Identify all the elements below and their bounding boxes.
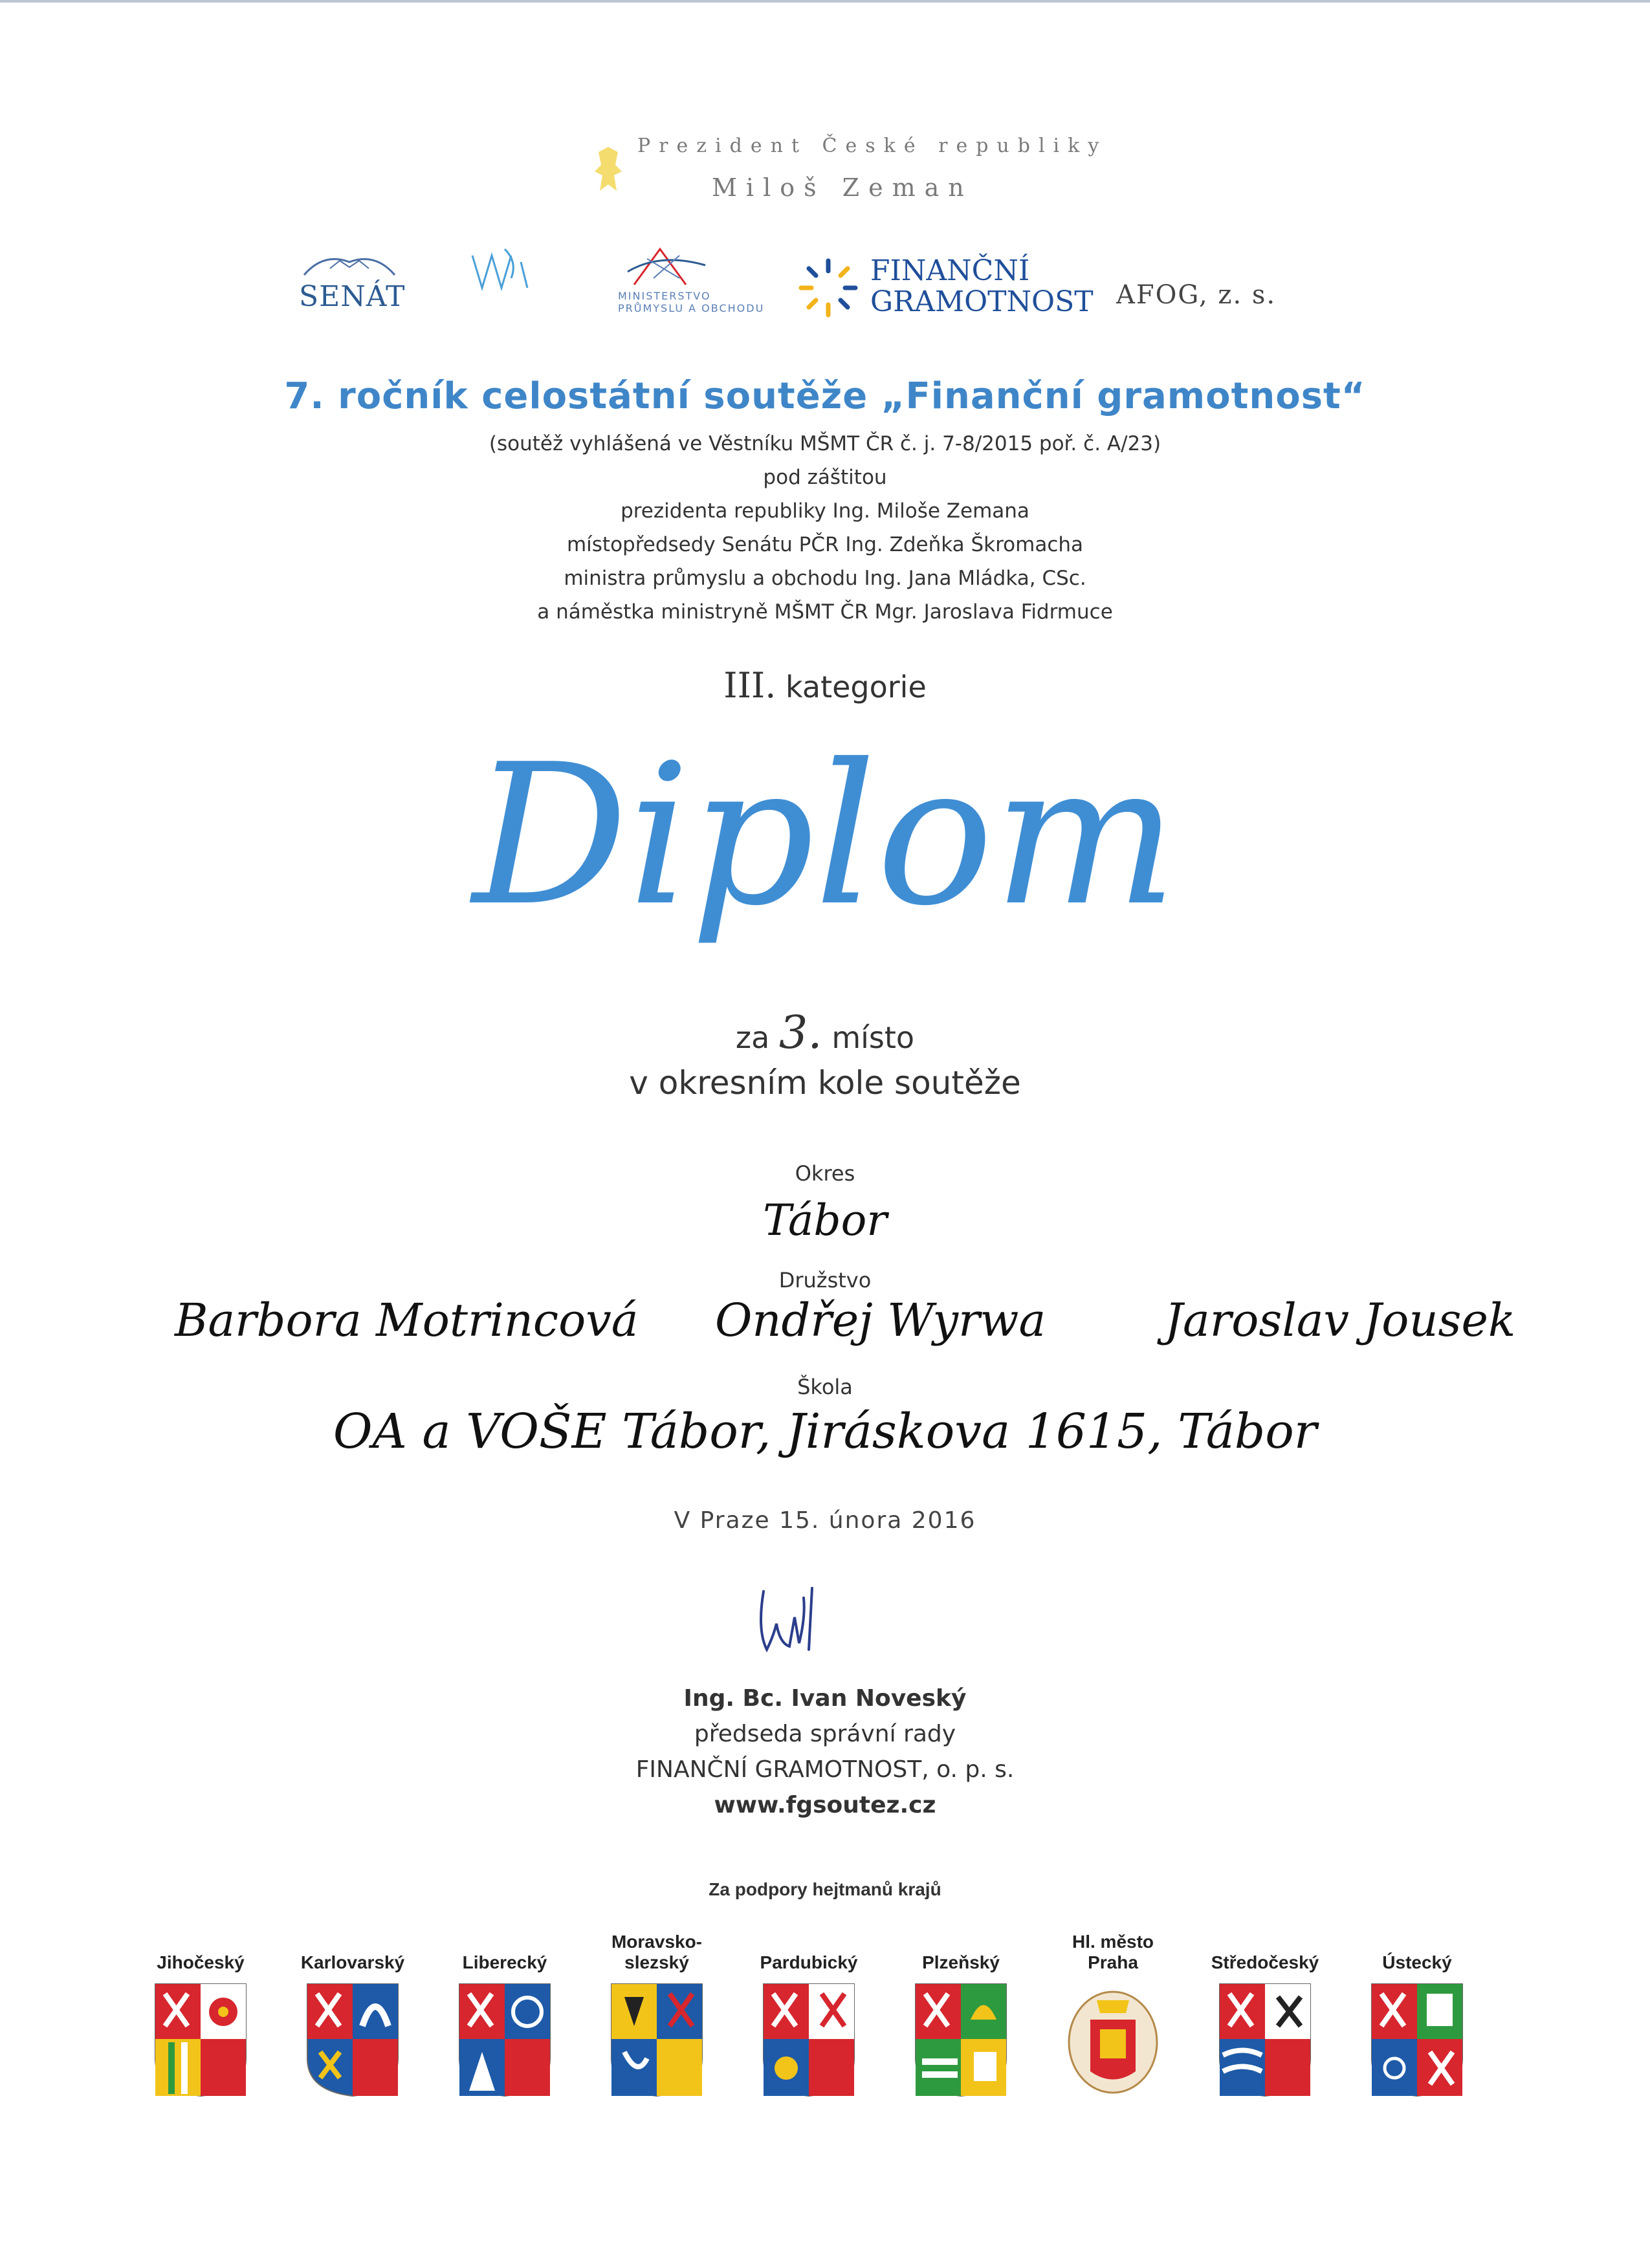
region-stredocesky: [1187, 1928, 1343, 2097]
region-ustecky: [1339, 1928, 1495, 2097]
region-label: Moravsko- slezský: [611, 1932, 703, 1972]
liberecky-crest-icon: [456, 1981, 553, 2097]
patron-minister-line: ministra průmyslu a obchodu Ing. Jana Mládka, CSc.: [564, 567, 1086, 590]
region-label: Ústecký: [1382, 1952, 1452, 1972]
place-prefix: za: [735, 1020, 770, 1055]
signer-name: Ing. Bc. Ivan Noveský: [683, 1685, 967, 1712]
category: [0, 665, 1650, 706]
senat-logo: [291, 249, 408, 327]
team-member: Ondřej Wyrwa: [715, 1294, 1046, 1347]
region-label: Hl. město Praha: [1072, 1932, 1154, 1972]
moravskoslezsky-crest-icon: [608, 1981, 705, 2097]
president-line: Prezident České republiky: [637, 135, 1108, 157]
region-label: Plzeňský: [922, 1952, 1000, 1972]
round-line: v okresním kole soutěže: [629, 1064, 1021, 1102]
category-word: kategorie: [786, 670, 927, 704]
place-line: [0, 1006, 1650, 1059]
place-number: 3.: [778, 1006, 822, 1059]
okres-name: Tábor: [763, 1195, 887, 1245]
issue-date: V Praze 15. února 2016: [674, 1507, 976, 1534]
patronage-line: pod záštitou: [763, 466, 887, 489]
school-name: OA a VOŠE Tábor, Jiráskova 1615, Tábor: [333, 1404, 1317, 1459]
plzensky-crest-icon: [912, 1981, 1009, 2097]
financni-gramotnost-label: FINANČNÍ GRAMOTNOST: [870, 254, 1094, 318]
team-label: Družstvo: [778, 1268, 872, 1292]
afog-label: AFOG, z. s.: [1116, 280, 1277, 310]
region-label: Středočeský: [1211, 1952, 1319, 1972]
contest-title: 7. ročník celostátní soutěže „Finanční gramotnost“: [284, 375, 1366, 417]
stredocesky-crest-icon: [1216, 1981, 1314, 2097]
region-praha: [1035, 1928, 1191, 2097]
karlovarsky-crest-icon: [304, 1981, 401, 2097]
signer-role: předseda správní rady: [694, 1721, 956, 1747]
website-link[interactable]: www.fgsoutez.cz: [714, 1792, 936, 1818]
senat-label: SENÁT: [299, 280, 406, 313]
patron-president-line: prezidenta republiky Ing. Miloše Zemana: [621, 499, 1029, 523]
jihocesky-crest-icon: [152, 1981, 249, 2097]
msmt-logo: [466, 243, 537, 301]
diploma-title-text: Diplom: [472, 741, 1178, 948]
pardubicky-crest-icon: [760, 1981, 857, 2097]
diploma-title: [0, 741, 1650, 987]
patron-senate-line: místopředsedy Senátu PČR Ing. Zdeňka Škromacha: [566, 533, 1084, 556]
scan-edge-line: [0, 0, 1650, 3]
ustecky-crest-icon: [1369, 1981, 1466, 2097]
region-label: Jihočeský: [157, 1952, 245, 1972]
team-member: Barbora Motrincová: [175, 1294, 639, 1347]
region-liberecky: [427, 1928, 582, 2097]
region-moravskoslezsky: [579, 1928, 734, 2097]
handwritten-signature: [744, 1578, 848, 1663]
region-pardubicky: [731, 1928, 886, 2097]
mpo-logo: [608, 239, 789, 323]
okres-label: Okres: [795, 1161, 855, 1186]
financni-gramotnost-logo: [796, 256, 1094, 327]
school-label: Škola: [797, 1375, 853, 1399]
region-plzensky: [883, 1928, 1039, 2097]
support-label: Za podpory hejtmanů krajů: [709, 1879, 941, 1899]
president-emblem-icon: [586, 146, 631, 197]
category-number: III.: [723, 665, 776, 706]
signer-organization: FINANČNÍ GRAMOTNOST, o. p. s.: [635, 1756, 1015, 1783]
region-label: Karlovarský: [300, 1952, 405, 1972]
praha-crest-icon: [1064, 1981, 1161, 2097]
announcement-line: (soutěž vyhlášená ve Věstníku MŠMT ČR č. j. 7-8/2015 poř. č. A/23): [489, 432, 1161, 455]
mpo-label: MINISTERSTVO PRŮMYSLU A OBCHODU: [618, 290, 765, 314]
patron-deputy-line: a náměstka ministryně MŠMT ČR Mgr. Jaroslava Fidrmuce: [537, 600, 1113, 624]
region-karlovarsky: [275, 1928, 430, 2097]
region-jihocesky: [123, 1928, 278, 2097]
president-name: Miloš Zeman: [712, 173, 973, 202]
region-label: Liberecký: [462, 1952, 547, 1972]
region-label: Pardubický: [760, 1952, 858, 1972]
team-member: Jaroslav Jousek: [1165, 1294, 1516, 1347]
place-suffix: místo: [831, 1020, 915, 1055]
